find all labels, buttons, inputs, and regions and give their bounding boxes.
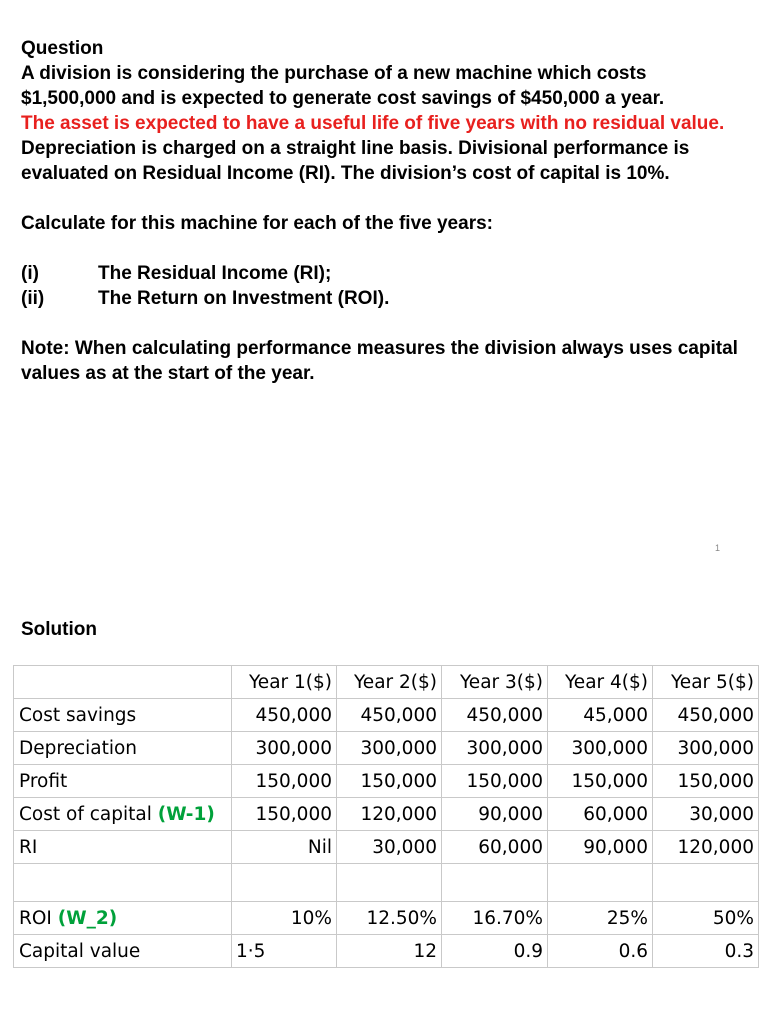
table-cell: 120,000 xyxy=(653,831,759,864)
column-header: Year 2($) xyxy=(337,666,442,699)
table-cell: 0.6 xyxy=(548,935,653,968)
row-label: RI xyxy=(14,831,232,864)
table-row xyxy=(14,935,759,968)
solution-table xyxy=(13,665,759,968)
table-cell: 150,000 xyxy=(337,765,442,798)
row-label: Capital value xyxy=(14,935,232,968)
table-cell xyxy=(653,864,759,902)
highlighted-red-text: The asset is expected to have a useful life of five years with no residual value. xyxy=(21,113,725,134)
table-row xyxy=(14,732,759,765)
table-cell: 0.9 xyxy=(442,935,548,968)
table-row xyxy=(14,902,759,935)
table-cell: 12 xyxy=(337,935,442,968)
row-label xyxy=(14,902,232,935)
table-cell: 450,000 xyxy=(442,699,548,732)
list-item-text: The Return on Investment (ROI). xyxy=(98,288,390,309)
table-cell: 150,000 xyxy=(442,765,548,798)
table-cell xyxy=(337,864,442,902)
table-row xyxy=(14,831,759,864)
table-cell: 150,000 xyxy=(232,798,337,831)
table-cell: 60,000 xyxy=(548,798,653,831)
table-cell: 150,000 xyxy=(232,765,337,798)
table-cell: 1·5 xyxy=(232,935,337,968)
table-cell xyxy=(232,864,337,902)
table-cell: 25% xyxy=(548,902,653,935)
table-cell: 90,000 xyxy=(548,831,653,864)
working-reference: (W-1) xyxy=(157,803,215,825)
table-cell: 50% xyxy=(653,902,759,935)
question-paragraph-2 xyxy=(21,111,741,186)
instruction-text: Calculate for this machine for each of the five years: xyxy=(21,213,493,234)
row-label xyxy=(14,798,232,831)
question-paragraph-2-rest: Depreciation is charged on a straight line basis. Divisional performance is evaluated on Residual Income (RI). The division’s cost of capital is 10%. xyxy=(21,138,690,184)
table-row xyxy=(14,798,759,831)
table-cell: 300,000 xyxy=(653,732,759,765)
column-header: Year 1($) xyxy=(232,666,337,699)
table-cell: 150,000 xyxy=(548,765,653,798)
row-label: Cost savings xyxy=(14,699,232,732)
table-cell xyxy=(442,864,548,902)
question-paragraph-1: A division is considering the purchase of a new machine which costs $1,500,000 and is expected to generate cost savings of $450,000 a year. xyxy=(21,63,665,109)
table-header-row xyxy=(14,666,759,699)
row-label-text: ROI xyxy=(19,907,58,929)
table-cell: 60,000 xyxy=(442,831,548,864)
table-cell: 30,000 xyxy=(337,831,442,864)
row-label: Depreciation xyxy=(14,732,232,765)
table-cell: 45,000 xyxy=(548,699,653,732)
table-cell: 300,000 xyxy=(548,732,653,765)
question-heading: Question xyxy=(21,38,104,59)
table-cell: 30,000 xyxy=(653,798,759,831)
working-reference: (W_2) xyxy=(57,907,118,929)
list-item-number: (ii) xyxy=(21,288,45,309)
table-cell xyxy=(14,864,232,902)
table-cell: 150,000 xyxy=(653,765,759,798)
table-cell: 450,000 xyxy=(337,699,442,732)
list-item-number: (i) xyxy=(21,263,39,284)
row-label: Profit xyxy=(14,765,232,798)
column-header: Year 4($) xyxy=(548,666,653,699)
column-header: Year 5($) xyxy=(653,666,759,699)
table-cell: 450,000 xyxy=(653,699,759,732)
table-row xyxy=(14,699,759,732)
table-corner-cell xyxy=(14,666,232,699)
list-item xyxy=(21,261,741,286)
table-cell: 450,000 xyxy=(232,699,337,732)
table-cell: 16.70% xyxy=(442,902,548,935)
page-number: 1 xyxy=(715,543,721,553)
table-cell: 120,000 xyxy=(337,798,442,831)
list-item xyxy=(21,286,741,311)
question-section xyxy=(21,36,741,386)
table-row xyxy=(14,765,759,798)
list-item-text: The Residual Income (RI); xyxy=(98,263,332,284)
table-cell: 0.3 xyxy=(653,935,759,968)
table-cell xyxy=(548,864,653,902)
table-cell: 300,000 xyxy=(442,732,548,765)
table-row-empty xyxy=(14,864,759,902)
solution-heading: Solution xyxy=(21,619,97,640)
table-cell: 300,000 xyxy=(232,732,337,765)
table-cell: 12.50% xyxy=(337,902,442,935)
table-cell: 90,000 xyxy=(442,798,548,831)
table-cell: Nil xyxy=(232,831,337,864)
table-cell: 10% xyxy=(232,902,337,935)
table-cell: 300,000 xyxy=(337,732,442,765)
note-text: Note: When calculating performance measures the division always uses capital values as at the start of the year. xyxy=(21,338,738,384)
row-label-text: Cost of capital xyxy=(19,803,158,825)
column-header: Year 3($) xyxy=(442,666,548,699)
